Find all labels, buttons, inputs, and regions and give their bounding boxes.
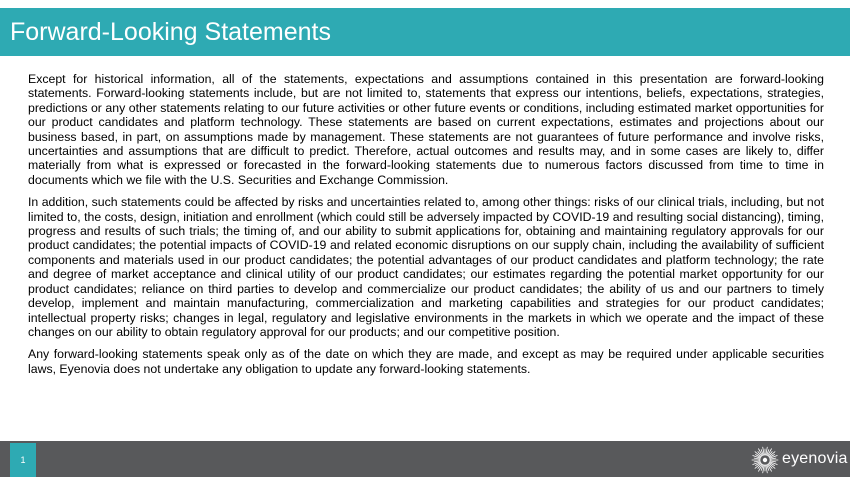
paragraph-intro: Except for historical information, all of the statements, expectations and assumptions contained in this presentation are forward-looking statements. Forward-looking statements include, but are not limited to, statements that express our intentions, beliefs, expectations, strategies, predictions or any other statements relating to our future activities or other future events or conditions, including estimated market opportunities for our product candidates and platform technology. These statements are based on current expectations, estimates and projections about our business based, in part, on assumptions made by management. These statements are not guarantees of future performance and involve risks, uncertainties and assumptions that are difficult to predict. Therefore, actual outcomes and results may, and in some cases are likely to, differ materially from what is expressed or forecasted in the forward-looking statements due to numerous factors discussed from time to time in documents which we file with the U.S. Securities and Exchange Commission. — [28, 72, 824, 187]
page-number: 1 — [20, 455, 26, 465]
page-number-box — [10, 443, 36, 477]
title-bar — [0, 8, 850, 56]
slide-body — [28, 72, 824, 384]
starburst-eye-icon — [751, 446, 779, 474]
logo-text: eyenovia — [782, 450, 848, 467]
eyenovia-logo — [751, 446, 848, 474]
paragraph-risks: In addition, such statements could be affected by risks and uncertainties related to, among other things: risks of our clinical trials, including, but not limited to, the costs, design, initiation and enrollment (which could still be adversely impacted by COVID-19 and resulting social distancing), timing, progress and results of such trials; the timing of, and our ability to submit applications for, obtaining and maintaining regulatory approvals for our product candidates; the potential impacts of COVID-19 and related economic disruptions on our supply chain, including the availability of sufficient components and materials used in our product candidates; the potential advantages of our product candidates and platform technology; the rate and degree of market acceptance and clinical utility of our product candidates; our estimates regarding the potential market opportunity for our product candidates; reliance on third parties to develop and commercialize our product candidates; the ability of us and our partners to timely develop, implement and maintain manufacturing, commercialization and marketing capabilities and strategies for our product candidates; intellectual property risks; changes in legal, regulatory and legislative environments in the markets in which we operate and the impact of these changes on our ability to obtain regulatory approval for our products; and our competitive position. — [28, 195, 824, 339]
paragraph-disclaimer: Any forward-looking statements speak only as of the date on which they are made, and except as may be required under applicable securities laws, Eyenovia does not undertake any obligation to update any forward-looking statements. — [28, 347, 824, 376]
footer-bar — [0, 441, 850, 477]
slide-title: Forward-Looking Statements — [10, 18, 331, 46]
